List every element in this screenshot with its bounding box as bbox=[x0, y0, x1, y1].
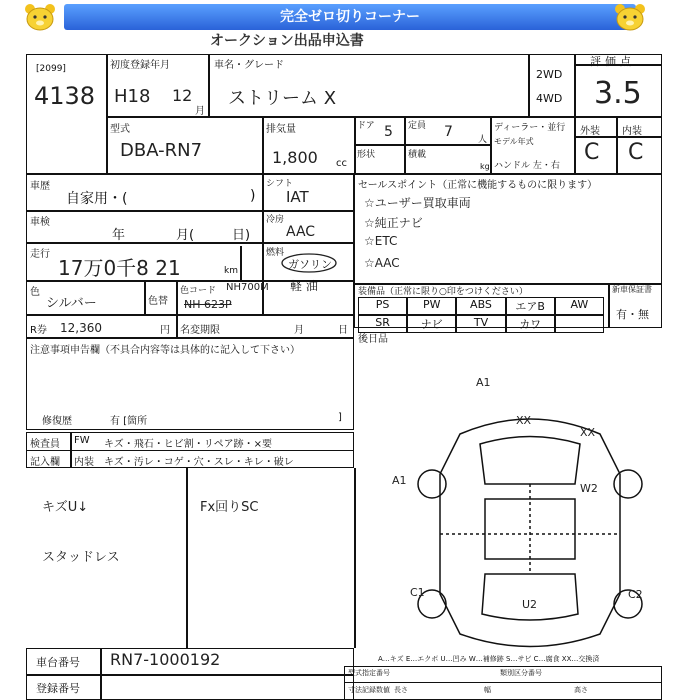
shape-label: 形状 bbox=[357, 150, 376, 160]
damage-legend: A…キズ E…エクボ U…凹み W…補修跡 S…サビ C…腐食 XX…交換済 bbox=[378, 655, 600, 663]
equipment-abs: ABS bbox=[456, 297, 505, 315]
color-code-new: NH700M bbox=[226, 282, 269, 293]
damage-mark-w2: W2 bbox=[580, 482, 598, 495]
model-code-label: 型式指定番号 bbox=[348, 669, 390, 677]
tax-label: R券 bbox=[30, 325, 47, 336]
load-label: 積載 bbox=[408, 150, 427, 160]
damage-mark-u2: U2 bbox=[522, 598, 538, 611]
bear-mascot-icon bbox=[612, 2, 648, 32]
mileage-label: 走行 bbox=[30, 249, 50, 260]
car-name-label: 車名・グレード bbox=[214, 60, 284, 71]
fuel-diesel: 軽 油 bbox=[290, 279, 318, 293]
interior-grade: C bbox=[628, 140, 644, 165]
color-value: シルバー bbox=[46, 296, 97, 311]
shift-label: シフト bbox=[266, 179, 294, 189]
equipment-sr: SR bbox=[358, 315, 407, 333]
shift-value: IAT bbox=[286, 188, 309, 206]
fuel-label: 燃料 bbox=[266, 248, 285, 258]
sales-point-4: ☆AAC bbox=[364, 256, 400, 270]
name-change-month: 月 bbox=[294, 325, 304, 336]
fuel-gasoline: ガソリン bbox=[288, 258, 332, 271]
equipment-aw: AW bbox=[555, 297, 604, 315]
equipment-airbag: エアB bbox=[506, 297, 555, 315]
two-wd: 2WD bbox=[536, 68, 563, 81]
rating-value: 3.5 bbox=[594, 76, 642, 111]
rating-label: 評価点 bbox=[590, 55, 635, 68]
size-record-label: 寸法記録数値 bbox=[348, 686, 390, 694]
first-reg-label: 初度登録年月 bbox=[110, 60, 170, 71]
damage-mark-a1-side: A1 bbox=[392, 474, 407, 487]
person-unit: 人 bbox=[478, 135, 488, 145]
ac-label: 冷房 bbox=[266, 215, 285, 225]
handle-label: ハンドル 左・右 bbox=[494, 161, 560, 171]
registration-number-label: 登録番号 bbox=[36, 682, 80, 695]
color-code-old: NH 623P bbox=[184, 298, 232, 311]
equipment-title: 装備品（正常に限り○印をつけください） bbox=[358, 287, 528, 297]
color-change-label: 色替 bbox=[148, 296, 168, 307]
damage-mark-c2: C2 bbox=[628, 588, 643, 601]
ac-value: AAC bbox=[286, 224, 316, 240]
height-label: 高さ bbox=[574, 686, 588, 694]
length-label: 長さ bbox=[394, 686, 408, 694]
lot-number-small: [2099] bbox=[36, 64, 66, 74]
inspection-label: 車検 bbox=[30, 217, 50, 228]
km-unit: km bbox=[224, 266, 238, 276]
damage-mark-xx-fender: XX bbox=[580, 426, 596, 439]
capacity-value: 7 bbox=[444, 124, 453, 140]
month-unit: 月 bbox=[195, 106, 205, 117]
model-label: 型式 bbox=[110, 124, 130, 135]
banner bbox=[0, 0, 700, 34]
repair-history-value: 有 [箇所 bbox=[110, 416, 148, 427]
inspection-year: 年 bbox=[112, 228, 126, 243]
damage-mark-xx-hood: XX bbox=[516, 414, 532, 427]
first-reg-month: 12 bbox=[172, 86, 193, 105]
bear-mascot-icon bbox=[22, 2, 58, 32]
interior-label: 内装 bbox=[622, 126, 642, 137]
inspector-label: 検査員 bbox=[30, 439, 60, 450]
kg-unit: kg bbox=[480, 162, 490, 171]
rear-items-label: 後日品 bbox=[358, 334, 388, 345]
inspector-note-2: スタッドレス bbox=[42, 550, 120, 565]
model-year-label: モデル年式 bbox=[494, 137, 534, 146]
fw-label: FW bbox=[74, 435, 90, 446]
equipment-pw: PW bbox=[407, 297, 456, 315]
damage-mark-a1-top: A1 bbox=[476, 376, 491, 389]
repair-history-close: ] bbox=[338, 412, 342, 423]
banner-title: 完全ゼロ切りコーナー bbox=[64, 4, 636, 30]
displacement-value: 1,800 bbox=[272, 148, 318, 167]
equipment-leather: カワ bbox=[506, 315, 555, 333]
first-reg-year: H18 bbox=[114, 86, 151, 107]
chassis-number: RN7-1000192 bbox=[110, 650, 221, 669]
cc-unit: cc bbox=[336, 158, 347, 169]
sales-point-2: ☆純正ナビ bbox=[364, 216, 423, 230]
class-code-label: 類別区分番号 bbox=[500, 669, 542, 677]
warranty-label: 新車保証書 bbox=[612, 285, 652, 294]
equipment-ps: PS bbox=[358, 297, 407, 315]
capacity-label: 定員 bbox=[408, 121, 427, 131]
name-change-day: 日 bbox=[338, 325, 348, 336]
four-wd: 4WD bbox=[536, 92, 563, 105]
inspection-day: 日) bbox=[232, 228, 251, 243]
inspection-month: 月( bbox=[176, 228, 195, 243]
category-label: 車歴 bbox=[30, 181, 50, 192]
model-value: DBA-RN7 bbox=[120, 140, 203, 161]
notes-label: 注意事項申告欄（不具合内容等は具体的に記入して下さい） bbox=[30, 345, 300, 356]
displacement-label: 排気量 bbox=[266, 124, 296, 135]
color-label: 色 bbox=[30, 287, 40, 298]
auction-sheet bbox=[0, 34, 700, 700]
warranty-value: 有・無 bbox=[616, 308, 649, 321]
yen-unit: 円 bbox=[160, 325, 170, 336]
width-label: 幅 bbox=[484, 686, 491, 694]
lot-number: 4138 bbox=[34, 82, 96, 110]
tax-value: 12,360 bbox=[60, 321, 102, 335]
interior-label-row: 内装 bbox=[74, 457, 94, 468]
auction-title: オークション出品申込書 bbox=[210, 33, 364, 49]
dealer-label: ディーラー・並行 bbox=[494, 123, 566, 133]
inspector-note-1: キズU↓ bbox=[42, 500, 89, 515]
name-change-label: 名変期限 bbox=[180, 325, 220, 336]
category-close: ) bbox=[250, 188, 256, 204]
record-label: 記入欄 bbox=[30, 457, 60, 468]
doors-value: 5 bbox=[384, 124, 393, 140]
repair-history-label: 修復歴 bbox=[42, 416, 72, 427]
category-value: 自家用・( bbox=[66, 191, 128, 207]
color-code-label: 色コード bbox=[180, 286, 217, 296]
damage-mark-c1: C1 bbox=[410, 586, 425, 599]
exterior-grade: C bbox=[584, 140, 600, 165]
interior-items: キズ・汚レ・コゲ・穴・スレ・キレ・破レ bbox=[104, 457, 294, 468]
sales-point-1: ☆ユーザー買取車両 bbox=[364, 196, 471, 210]
equipment-navi: ナビ bbox=[407, 315, 456, 333]
chassis-label: 車台番号 bbox=[36, 656, 80, 669]
equipment-tv: TV bbox=[456, 315, 505, 333]
inspector-note-3: Fx回りSC bbox=[200, 500, 259, 515]
sales-points-title: セールスポイント（正常に機能するものに限ります） bbox=[358, 180, 598, 191]
fw-items: キズ・飛石・ヒビ割・リペア跡・×要 bbox=[104, 439, 272, 450]
doors-label: ドア bbox=[357, 121, 375, 131]
equipment-grid bbox=[358, 297, 604, 331]
mileage-value: 17万0千8 21 bbox=[58, 256, 181, 280]
car-name: ストリーム X bbox=[228, 88, 337, 109]
exterior-label: 外装 bbox=[580, 126, 600, 137]
sales-point-3: ☆ETC bbox=[364, 234, 398, 248]
